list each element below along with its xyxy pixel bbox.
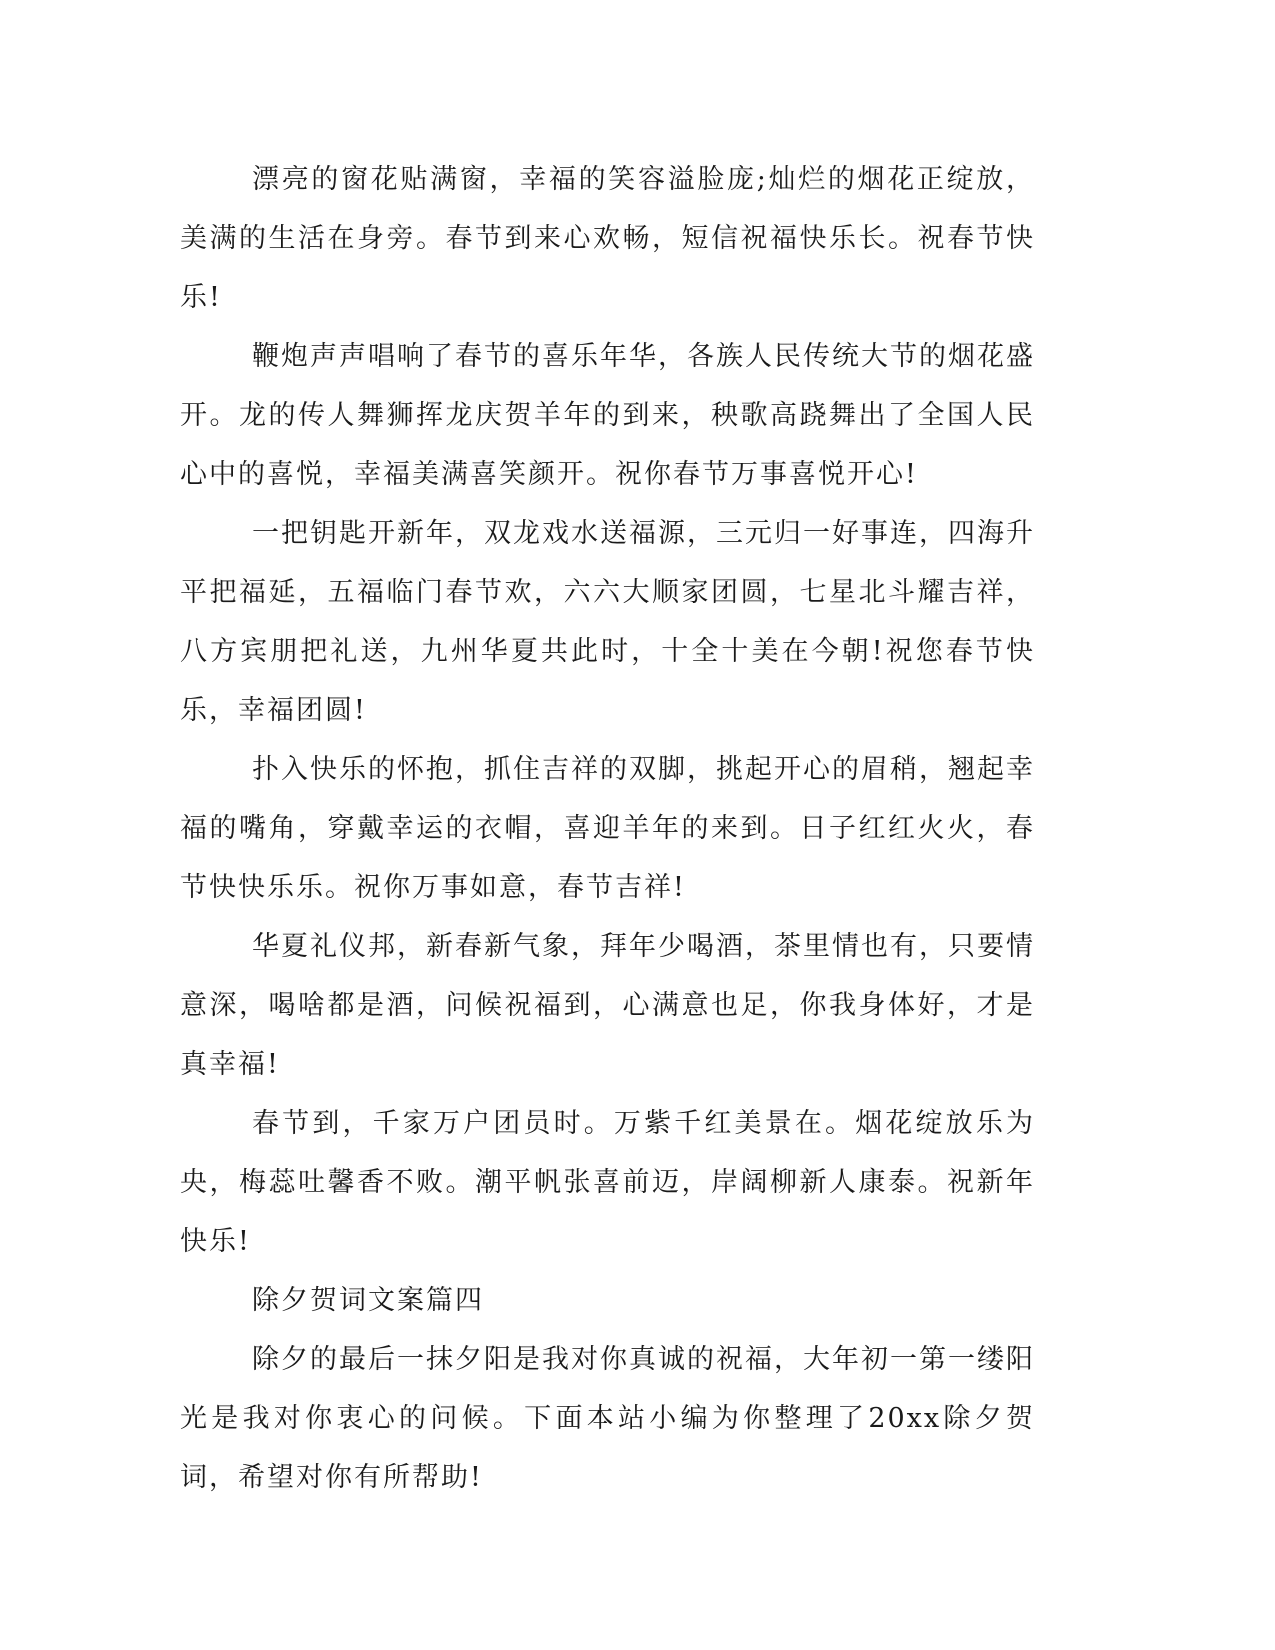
paragraph-1: 漂亮的窗花贴满窗，幸福的笑容溢脸庞;灿烂的烟花正绽放，美满的生活在身旁。春节到来心欢畅，短信祝福快乐长。祝春节快乐! bbox=[180, 164, 1035, 313]
section-heading: 除夕贺词文案篇四 bbox=[252, 1285, 484, 1316]
paragraph-6: 春节到，千家万户团员时。万紫千红美景在。烟花绽放乐为央，梅蕊吐馨香不败。潮平帆张喜前迈，岸阔柳新人康泰。祝新年快乐! bbox=[180, 1108, 1035, 1257]
paragraph-4: 扑入快乐的怀抱，抓住吉祥的双脚，挑起开心的眉稍，翘起幸福的嘴角，穿戴幸运的衣帽，喜迎羊年的来到。日子红红火火，春节快快乐乐。祝你万事如意，春节吉祥! bbox=[180, 754, 1035, 903]
document-body bbox=[180, 150, 1035, 1507]
paragraph-5: 华夏礼仪邦，新春新气象，拜年少喝酒，茶里情也有，只要情意深，喝啥都是酒，问候祝福到，心满意也足，你我身体好，才是真幸福! bbox=[180, 931, 1035, 1080]
paragraph-3: 一把钥匙开新年，双龙戏水送福源，三元归一好事连，四海升平把福延，五福临门春节欢，六六大顺家团圆，七星北斗耀吉祥，八方宾朋把礼送，九州华夏共此时，十全十美在今朝!祝您春节快乐，幸福团圆! bbox=[180, 518, 1035, 726]
intro-paragraph: 除夕的最后一抹夕阳是我对你真诚的祝福，大年初一第一缕阳光是我对你衷心的问候。下面本站小编为你整理了20xx除夕贺词，希望对你有所帮助! bbox=[180, 1344, 1035, 1493]
paragraph-2: 鞭炮声声唱响了春节的喜乐年华，各族人民传统大节的烟花盛开。龙的传人舞狮挥龙庆贺羊年的到来，秧歌高跷舞出了全国人民心中的喜悦，幸福美满喜笑颜开。祝你春节万事喜悦开心! bbox=[180, 341, 1035, 490]
